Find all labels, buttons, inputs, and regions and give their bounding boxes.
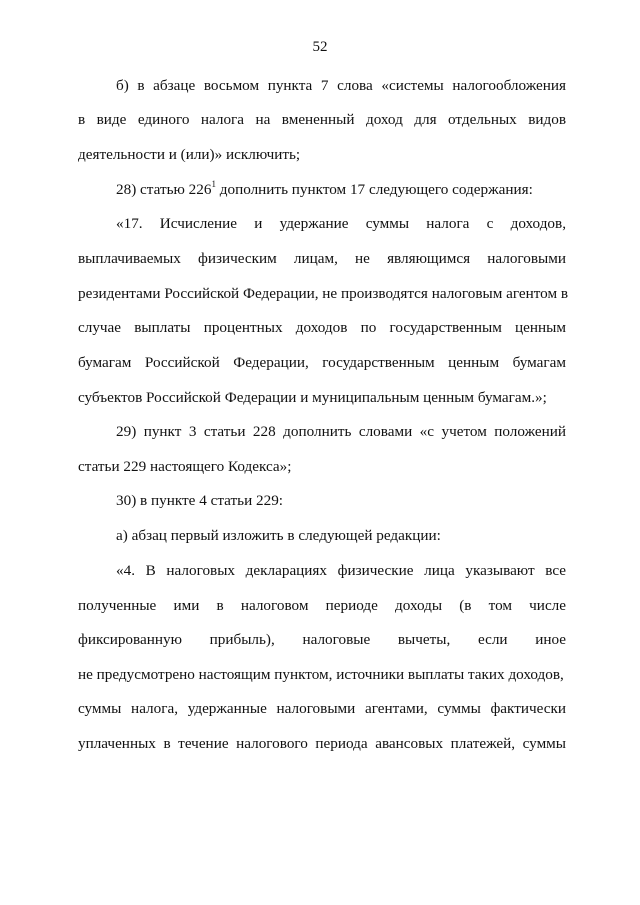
text-line: резидентами Российской Федерации, не производятся налоговым агентом в: [78, 285, 569, 302]
text-line: не предусмотрено настоящим пунктом, источники выплаты таких доходов,: [78, 666, 564, 683]
superscript: 1: [211, 178, 216, 189]
text-line: б) в абзаце восьмом пункта 7 слова «системы налогообложения: [116, 77, 566, 94]
text-line: статьи 229 настоящего Кодекса»;: [78, 458, 292, 475]
text-line: в виде единого налога на вмененный доход для отдельных видов: [78, 111, 566, 128]
text-line: «17. Исчисление и удержание суммы налога с доходов,: [116, 215, 566, 232]
text-line: [116, 180, 566, 199]
text-line: фиксированную прибыль), налоговые вычеты, если иное: [78, 631, 566, 648]
text-fragment: 28) статью 226: [116, 181, 212, 198]
text-line: случае выплаты процентных доходов по государственным ценным: [78, 319, 566, 336]
text-line: 30) в пункте 4 статьи 229:: [116, 492, 284, 509]
text-line: а) абзац первый изложить в следующей редакции:: [116, 527, 441, 544]
text-line: «4. В налоговых декларациях физические лица указывают все: [116, 562, 566, 579]
text-line: уплаченных в течение налогового периода авансовых платежей, суммы: [78, 735, 566, 752]
text-line: 29) пункт 3 статьи 228 дополнить словами «с учетом положений: [116, 423, 566, 440]
text-line: субъектов Российской Федерации и муниципальным ценным бумагам.»;: [78, 389, 547, 406]
text-line: бумагам Российской Федерации, государственным ценным бумагам: [78, 354, 566, 371]
text-line: полученные ими в налоговом периоде доходы (в том числе: [78, 597, 566, 614]
page-number: 52: [312, 39, 328, 55]
text-line: суммы налога, удержанные налоговыми агентами, суммы фактически: [78, 700, 566, 717]
text-line: выплачиваемых физическим лицам, не являющимся налоговыми: [78, 250, 566, 267]
text-line: деятельности и (или)» исключить;: [78, 146, 301, 163]
text-fragment: дополнить пунктом 17 следующего содержания:: [215, 181, 533, 198]
